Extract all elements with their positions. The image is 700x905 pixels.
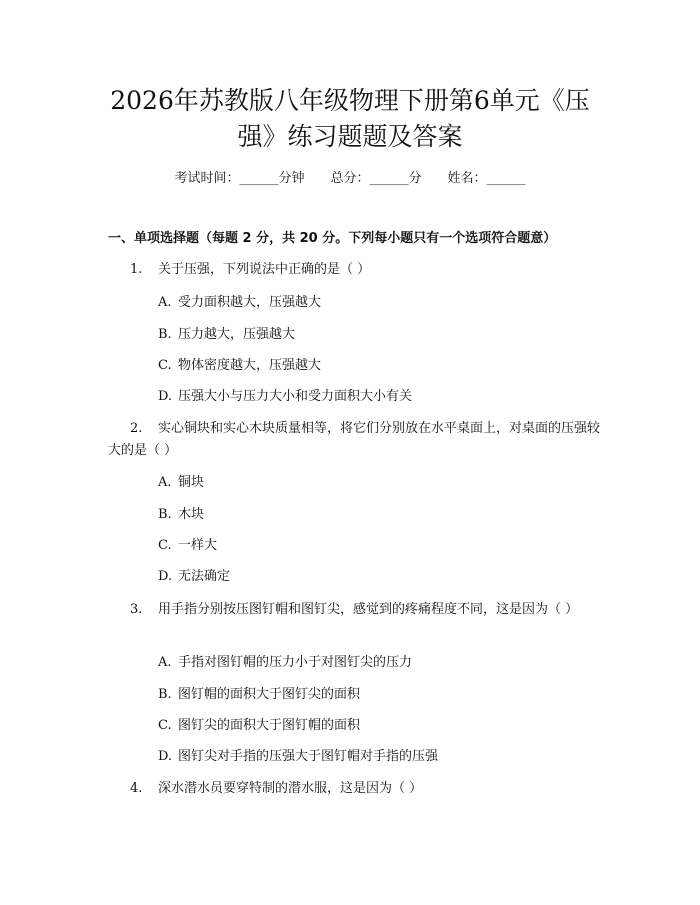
- option-letter: C.: [158, 358, 172, 373]
- option-text: 图钉尖对手指的压强大于图钉帽对手指的压强: [178, 749, 439, 764]
- exam-score-field: 总分：______分: [330, 171, 422, 186]
- option-text: 受力面积越大，压强越大: [178, 295, 322, 310]
- exam-meta: [0, 170, 700, 188]
- question-text: 用手指分别按压图钉帽和图钉尖，感觉到的疼痛程度不同，这是因为（ ）: [158, 602, 579, 617]
- option-letter: A.: [158, 475, 172, 490]
- question-1-option-b: [158, 326, 295, 344]
- option-text: 无法确定: [178, 569, 231, 584]
- question-3-option-a: [158, 654, 412, 672]
- option-text: 铜块: [178, 475, 205, 490]
- question-text: 实心铜块和实心木块质量相等，将它们分别放在水平桌面上，对桌面的压强较大的是（ ）: [108, 421, 601, 458]
- document-title-line1: 2026年苏教版八年级物理下册第6单元《压: [110, 86, 590, 115]
- question-1-option-d: [158, 388, 412, 406]
- question-text: 深水潜水员要穿特制的潜水服，这是因为（ ）: [158, 781, 423, 796]
- option-letter: C.: [158, 538, 172, 553]
- option-letter: D.: [158, 749, 173, 764]
- option-letter: D.: [158, 569, 173, 584]
- option-text: 物体密度越大，压强越大: [178, 358, 322, 373]
- option-text: 压强大小与压力大小和受力面积大小有关: [178, 389, 413, 404]
- section-heading-single-choice: 一、单项选择题（每题 2 分，共 20 分。下列每小题只有一个选项符合题意）: [108, 231, 557, 246]
- question-3-option-c: [158, 717, 360, 735]
- question-2-option-b: [158, 506, 204, 524]
- question-3-option-b: [158, 686, 360, 704]
- question-1-option-a: [158, 294, 321, 312]
- option-letter: A.: [158, 295, 172, 310]
- question-number: 2.: [130, 421, 143, 436]
- option-letter: D.: [158, 389, 173, 404]
- question-1: [108, 259, 600, 281]
- question-4: [108, 778, 600, 800]
- option-letter: C.: [158, 718, 172, 733]
- exam-time-field: 考试时间：______分钟: [174, 171, 305, 186]
- question-number: 1.: [130, 262, 143, 277]
- option-text: 图钉帽的面积大于图钉尖的面积: [178, 687, 361, 702]
- option-letter: B.: [158, 327, 172, 342]
- option-letter: A.: [158, 655, 172, 670]
- exam-name-field: 姓名：______: [447, 171, 526, 186]
- question-number: 3.: [130, 602, 143, 617]
- question-3: [108, 599, 600, 621]
- question-2: [108, 418, 600, 462]
- option-text: 压力越大，压强越大: [178, 327, 296, 342]
- option-text: 手指对图钉帽的压力小于对图钉尖的压力: [178, 655, 413, 670]
- question-2-option-a: [158, 474, 204, 492]
- option-letter: B.: [158, 507, 172, 522]
- question-2-option-c: [158, 537, 217, 555]
- option-text: 木块: [178, 507, 205, 522]
- question-2-option-d: [158, 568, 230, 586]
- option-letter: B.: [158, 687, 172, 702]
- question-1-option-c: [158, 357, 321, 375]
- option-text: 一样大: [178, 538, 218, 553]
- document-title-line2: 强》练习题题及答案: [237, 122, 463, 151]
- option-text: 图钉尖的面积大于图钉帽的面积: [178, 718, 361, 733]
- question-text: 关于压强，下列说法中正确的是（ ）: [158, 262, 371, 277]
- question-3-option-d: [158, 748, 438, 766]
- question-number: 4.: [130, 781, 143, 796]
